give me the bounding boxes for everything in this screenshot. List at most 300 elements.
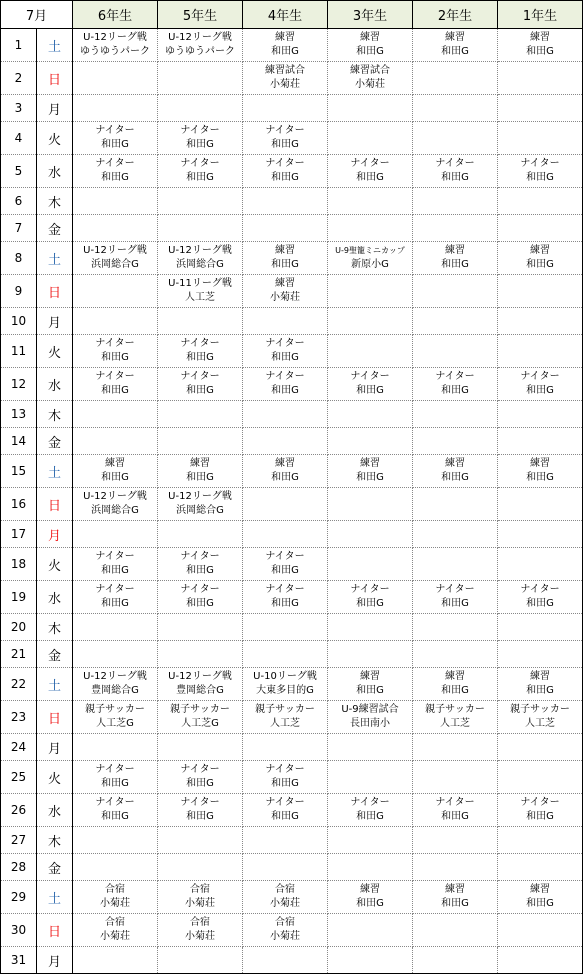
- schedule-cell-grade-1: [498, 641, 583, 668]
- event-label: 合宿: [105, 884, 125, 895]
- venue-label: 和田G: [186, 472, 214, 483]
- event-label: ナイター: [520, 158, 560, 169]
- schedule-cell-grade-2: [413, 215, 498, 242]
- schedule-row: [1, 794, 583, 827]
- venue-label: 浜岡総合G: [91, 505, 139, 516]
- schedule-cell-grade-2: [413, 428, 498, 455]
- schedule-cell-grade-2: [413, 668, 498, 701]
- schedule-cell-grade-6: [73, 401, 158, 428]
- venue-label: 小菊荘: [100, 931, 130, 942]
- schedule-cell-grade-4: [243, 734, 328, 761]
- schedule-cell-grade-5: [158, 854, 243, 881]
- schedule-row: [1, 914, 583, 947]
- event-label: ナイター: [265, 797, 305, 808]
- schedule-cell-grade-5: [158, 668, 243, 701]
- event-label: ナイター: [95, 797, 135, 808]
- day-number: 2: [1, 62, 37, 95]
- schedule-cell-grade-3: [328, 668, 413, 701]
- schedule-cell-grade-6: [73, 794, 158, 827]
- event-label: ナイター: [350, 584, 390, 595]
- schedule-cell-grade-4: [243, 701, 328, 734]
- event-label: ナイター: [180, 584, 220, 595]
- schedule-cell-grade-2: [413, 122, 498, 155]
- schedule-cell-grade-6: [73, 368, 158, 401]
- schedule-cell-grade-4: [243, 521, 328, 548]
- schedule-cell-grade-3: [328, 308, 413, 335]
- schedule-cell-grade-3: [328, 215, 413, 242]
- day-number: 18: [1, 548, 37, 581]
- venue-label: 和田G: [526, 811, 554, 822]
- schedule-row: [1, 62, 583, 95]
- event-label: 練習: [360, 884, 380, 895]
- schedule-cell-grade-1: [498, 521, 583, 548]
- schedule-cell-grade-4: [243, 614, 328, 641]
- schedule-cell-grade-1: [498, 455, 583, 488]
- event-label: ナイター: [95, 371, 135, 382]
- event-label: 親子サッカー: [510, 704, 570, 715]
- event-label: 練習: [530, 32, 550, 43]
- day-number: 17: [1, 521, 37, 548]
- schedule-cell-grade-3: [328, 275, 413, 308]
- schedule-cell-grade-6: [73, 275, 158, 308]
- schedule-cell-grade-5: [158, 29, 243, 62]
- schedule-cell-grade-5: [158, 428, 243, 455]
- event-label: 練習: [190, 458, 210, 469]
- weekday: 月: [37, 947, 73, 974]
- weekday: 土: [37, 881, 73, 914]
- venue-label: ゆうゆうパーク: [165, 46, 235, 57]
- event-label: U-12リーグ戦: [168, 671, 232, 682]
- month-header: 7月: [1, 1, 73, 29]
- weekday: 水: [37, 155, 73, 188]
- day-number: 11: [1, 335, 37, 368]
- schedule-cell-grade-6: [73, 122, 158, 155]
- event-label: ナイター: [95, 584, 135, 595]
- venue-label: 和田G: [356, 811, 384, 822]
- venue-label: 人工芝G: [181, 718, 219, 729]
- schedule-cell-grade-2: [413, 701, 498, 734]
- day-number: 9: [1, 275, 37, 308]
- event-label: 練習: [530, 671, 550, 682]
- schedule-cell-grade-4: [243, 62, 328, 95]
- event-label: 合宿: [275, 917, 295, 928]
- schedule-cell-grade-1: [498, 95, 583, 122]
- schedule-cell-grade-5: [158, 614, 243, 641]
- venue-label: 浜岡総合G: [176, 505, 224, 516]
- schedule-cell-grade-6: [73, 701, 158, 734]
- venue-label: 和田G: [101, 472, 129, 483]
- schedule-cell-grade-5: [158, 242, 243, 275]
- venue-label: 和田G: [441, 172, 469, 183]
- event-label: 練習: [445, 245, 465, 256]
- event-label: ナイター: [95, 338, 135, 349]
- venue-label: 和田G: [271, 811, 299, 822]
- venue-label: 和田G: [526, 898, 554, 909]
- day-number: 21: [1, 641, 37, 668]
- schedule-cell-grade-4: [243, 242, 328, 275]
- venue-label: 和田G: [441, 598, 469, 609]
- event-label: 練習: [275, 245, 295, 256]
- grade-header-2: 2年生: [413, 1, 498, 29]
- venue-label: 浜岡総合G: [91, 259, 139, 270]
- schedule-cell-grade-3: [328, 368, 413, 401]
- schedule-row: [1, 95, 583, 122]
- schedule-cell-grade-4: [243, 308, 328, 335]
- event-label: 親子サッカー: [255, 704, 315, 715]
- day-number: 7: [1, 215, 37, 242]
- event-label: ナイター: [435, 158, 475, 169]
- schedule-cell-grade-3: [328, 548, 413, 581]
- weekday: 水: [37, 368, 73, 401]
- schedule-cell-grade-6: [73, 521, 158, 548]
- grade-header-5: 5年生: [158, 1, 243, 29]
- schedule-cell-grade-2: [413, 581, 498, 614]
- schedule-cell-grade-3: [328, 947, 413, 974]
- schedule-cell-grade-2: [413, 62, 498, 95]
- schedule-cell-grade-3: [328, 701, 413, 734]
- schedule-cell-grade-2: [413, 947, 498, 974]
- venue-label: 和田G: [271, 385, 299, 396]
- schedule-cell-grade-1: [498, 275, 583, 308]
- schedule-cell-grade-3: [328, 155, 413, 188]
- schedule-cell-grade-2: [413, 308, 498, 335]
- event-label: ナイター: [265, 125, 305, 136]
- event-label: ナイター: [95, 764, 135, 775]
- weekday: 火: [37, 761, 73, 794]
- event-label: 合宿: [190, 884, 210, 895]
- event-label: U-9練習試合: [341, 704, 399, 715]
- event-label: 練習: [360, 671, 380, 682]
- schedule-cell-grade-2: [413, 614, 498, 641]
- schedule-cell-grade-3: [328, 428, 413, 455]
- venue-label: 和田G: [186, 778, 214, 789]
- schedule-cell-grade-5: [158, 947, 243, 974]
- venue-label: 和田G: [271, 352, 299, 363]
- day-number: 28: [1, 854, 37, 881]
- schedule-cell-grade-1: [498, 335, 583, 368]
- weekday: 火: [37, 122, 73, 155]
- weekday: 金: [37, 854, 73, 881]
- event-label: ナイター: [180, 551, 220, 562]
- schedule-cell-grade-4: [243, 95, 328, 122]
- venue-label: 人工芝: [440, 718, 470, 729]
- day-number: 14: [1, 428, 37, 455]
- schedule-cell-grade-2: [413, 188, 498, 215]
- schedule-cell-grade-6: [73, 155, 158, 188]
- schedule-cell-grade-3: [328, 488, 413, 521]
- venue-label: 和田G: [271, 565, 299, 576]
- schedule-cell-grade-5: [158, 761, 243, 794]
- schedule-cell-grade-4: [243, 215, 328, 242]
- schedule-cell-grade-5: [158, 188, 243, 215]
- schedule-cell-grade-6: [73, 881, 158, 914]
- schedule-cell-grade-3: [328, 335, 413, 368]
- schedule-cell-grade-5: [158, 548, 243, 581]
- event-label: ナイター: [265, 584, 305, 595]
- day-number: 6: [1, 188, 37, 215]
- schedule-cell-grade-6: [73, 62, 158, 95]
- day-number: 12: [1, 368, 37, 401]
- schedule-cell-grade-4: [243, 548, 328, 581]
- venue-label: 和田G: [271, 472, 299, 483]
- grade-header-4: 4年生: [243, 1, 328, 29]
- event-label: U-12リーグ戦: [83, 245, 147, 256]
- schedule-cell-grade-4: [243, 488, 328, 521]
- event-label: ナイター: [520, 797, 560, 808]
- schedule-row: [1, 881, 583, 914]
- venue-label: 和田G: [526, 685, 554, 696]
- venue-label: 和田G: [526, 259, 554, 270]
- event-label: 練習: [445, 884, 465, 895]
- day-number: 1: [1, 29, 37, 62]
- schedule-cell-grade-2: [413, 95, 498, 122]
- schedule-cell-grade-4: [243, 401, 328, 428]
- schedule-row: [1, 854, 583, 881]
- schedule-row: [1, 581, 583, 614]
- schedule-cell-grade-4: [243, 854, 328, 881]
- venue-label: 和田G: [186, 811, 214, 822]
- weekday: 水: [37, 581, 73, 614]
- schedule-cell-grade-2: [413, 734, 498, 761]
- schedule-row: [1, 122, 583, 155]
- schedule-cell-grade-4: [243, 641, 328, 668]
- schedule-cell-grade-1: [498, 881, 583, 914]
- venue-label: 和田G: [356, 472, 384, 483]
- event-label: 練習: [360, 458, 380, 469]
- schedule-cell-grade-3: [328, 614, 413, 641]
- schedule-cell-grade-4: [243, 581, 328, 614]
- event-label: ナイター: [180, 797, 220, 808]
- venue-label: 和田G: [101, 172, 129, 183]
- schedule-row: [1, 521, 583, 548]
- weekday: 水: [37, 794, 73, 827]
- schedule-cell-grade-5: [158, 794, 243, 827]
- schedule-row: [1, 668, 583, 701]
- schedule-cell-grade-2: [413, 641, 498, 668]
- schedule-cell-grade-4: [243, 827, 328, 854]
- schedule-cell-grade-5: [158, 914, 243, 947]
- venue-label: 和田G: [186, 172, 214, 183]
- venue-label: 豊岡総合G: [176, 685, 224, 696]
- grade-header-1: 1年生: [498, 1, 583, 29]
- schedule-cell-grade-2: [413, 335, 498, 368]
- schedule-row: [1, 155, 583, 188]
- venue-label: 和田G: [356, 385, 384, 396]
- schedule-cell-grade-6: [73, 188, 158, 215]
- event-label: ナイター: [95, 158, 135, 169]
- schedule-cell-grade-3: [328, 29, 413, 62]
- weekday: 木: [37, 401, 73, 428]
- schedule-row: [1, 701, 583, 734]
- schedule-cell-grade-3: [328, 854, 413, 881]
- schedule-cell-grade-4: [243, 368, 328, 401]
- schedule-cell-grade-2: [413, 242, 498, 275]
- event-label: ナイター: [265, 551, 305, 562]
- event-label: ナイター: [350, 797, 390, 808]
- schedule-cell-grade-6: [73, 335, 158, 368]
- event-label: ナイター: [265, 371, 305, 382]
- day-number: 22: [1, 668, 37, 701]
- schedule-cell-grade-1: [498, 701, 583, 734]
- schedule-cell-grade-6: [73, 827, 158, 854]
- schedule-cell-grade-2: [413, 794, 498, 827]
- event-label: U-12リーグ戦: [168, 491, 232, 502]
- venue-label: 和田G: [186, 385, 214, 396]
- schedule-cell-grade-6: [73, 761, 158, 794]
- event-label: U-12リーグ戦: [83, 671, 147, 682]
- day-number: 8: [1, 242, 37, 275]
- venue-label: 和田G: [441, 811, 469, 822]
- schedule-cell-grade-3: [328, 455, 413, 488]
- schedule-cell-grade-6: [73, 614, 158, 641]
- schedule-cell-grade-1: [498, 761, 583, 794]
- weekday: 木: [37, 188, 73, 215]
- day-number: 15: [1, 455, 37, 488]
- schedule-row: [1, 188, 583, 215]
- venue-label: 和田G: [526, 172, 554, 183]
- schedule-cell-grade-5: [158, 488, 243, 521]
- schedule-cell-grade-4: [243, 794, 328, 827]
- event-label: U-12リーグ戦: [83, 32, 147, 43]
- day-number: 30: [1, 914, 37, 947]
- venue-label: 和田G: [101, 565, 129, 576]
- schedule-cell-grade-6: [73, 734, 158, 761]
- schedule-row: [1, 428, 583, 455]
- schedule-cell-grade-1: [498, 854, 583, 881]
- venue-label: 和田G: [186, 598, 214, 609]
- schedule-cell-grade-3: [328, 761, 413, 794]
- schedule-cell-grade-1: [498, 794, 583, 827]
- event-label: ナイター: [180, 338, 220, 349]
- event-label: ナイター: [265, 338, 305, 349]
- schedule-row: [1, 29, 583, 62]
- schedule-cell-grade-1: [498, 614, 583, 641]
- schedule-cell-grade-6: [73, 95, 158, 122]
- event-label: ナイター: [435, 371, 475, 382]
- weekday: 木: [37, 614, 73, 641]
- schedule-cell-grade-2: [413, 761, 498, 794]
- venue-label: 和田G: [441, 685, 469, 696]
- schedule-cell-grade-3: [328, 401, 413, 428]
- event-label: 練習: [530, 884, 550, 895]
- weekday: 月: [37, 95, 73, 122]
- schedule-cell-grade-5: [158, 122, 243, 155]
- event-label: 親子サッカー: [425, 704, 485, 715]
- venue-label: 和田G: [101, 385, 129, 396]
- weekday: 土: [37, 29, 73, 62]
- day-number: 23: [1, 701, 37, 734]
- event-label: ナイター: [350, 158, 390, 169]
- schedule-cell-grade-1: [498, 215, 583, 242]
- weekday: 月: [37, 308, 73, 335]
- schedule-cell-grade-6: [73, 854, 158, 881]
- schedule-cell-grade-2: [413, 854, 498, 881]
- schedule-cell-grade-3: [328, 62, 413, 95]
- schedule-cell-grade-4: [243, 761, 328, 794]
- schedule-cell-grade-5: [158, 95, 243, 122]
- venue-label: 和田G: [101, 778, 129, 789]
- venue-label: 和田G: [101, 352, 129, 363]
- event-label: ナイター: [435, 584, 475, 595]
- schedule-cell-grade-6: [73, 548, 158, 581]
- schedule-cell-grade-5: [158, 155, 243, 188]
- venue-label: 人工芝G: [96, 718, 134, 729]
- venue-label: 和田G: [526, 385, 554, 396]
- schedule-row: [1, 401, 583, 428]
- schedule-cell-grade-3: [328, 827, 413, 854]
- schedule-cell-grade-5: [158, 701, 243, 734]
- schedule-cell-grade-2: [413, 914, 498, 947]
- venue-label: 豊岡総合G: [91, 685, 139, 696]
- event-label: 練習: [275, 32, 295, 43]
- schedule-cell-grade-5: [158, 308, 243, 335]
- schedule-cell-grade-3: [328, 581, 413, 614]
- venue-label: ゆうゆうパーク: [80, 46, 150, 57]
- schedule-cell-grade-3: [328, 95, 413, 122]
- venue-label: 小菊荘: [270, 931, 300, 942]
- schedule-cell-grade-6: [73, 947, 158, 974]
- schedule-body: [1, 29, 583, 974]
- event-label: U-12リーグ戦: [168, 245, 232, 256]
- schedule-cell-grade-3: [328, 521, 413, 548]
- event-label: 合宿: [105, 917, 125, 928]
- day-number: 5: [1, 155, 37, 188]
- day-number: 3: [1, 95, 37, 122]
- venue-label: 和田G: [186, 352, 214, 363]
- venue-label: 和田G: [526, 46, 554, 57]
- venue-label: 小菊荘: [270, 292, 300, 303]
- schedule-cell-grade-5: [158, 275, 243, 308]
- venue-label: 和田G: [526, 598, 554, 609]
- event-label: 練習: [445, 458, 465, 469]
- event-label: U-9聖籠ミニカップ: [335, 246, 405, 255]
- event-label: 親子サッカー: [170, 704, 230, 715]
- schedule-cell-grade-2: [413, 488, 498, 521]
- schedule-cell-grade-1: [498, 428, 583, 455]
- schedule-cell-grade-6: [73, 581, 158, 614]
- venue-label: 和田G: [271, 172, 299, 183]
- schedule-cell-grade-2: [413, 155, 498, 188]
- schedule-cell-grade-1: [498, 668, 583, 701]
- event-label: 練習: [360, 32, 380, 43]
- schedule-cell-grade-6: [73, 668, 158, 701]
- venue-label: 人工芝: [270, 718, 300, 729]
- schedule-cell-grade-6: [73, 215, 158, 242]
- venue-label: 小菊荘: [100, 898, 130, 909]
- schedule-row: [1, 761, 583, 794]
- event-label: 親子サッカー: [85, 704, 145, 715]
- event-label: 練習: [275, 458, 295, 469]
- venue-label: 和田G: [441, 46, 469, 57]
- schedule-cell-grade-1: [498, 401, 583, 428]
- event-label: 練習試合: [265, 65, 305, 76]
- event-label: ナイター: [95, 125, 135, 136]
- venue-label: 和田G: [271, 778, 299, 789]
- day-number: 20: [1, 614, 37, 641]
- venue-label: 和田G: [441, 898, 469, 909]
- event-label: 練習試合: [350, 65, 390, 76]
- venue-label: 和田G: [356, 172, 384, 183]
- day-number: 16: [1, 488, 37, 521]
- schedule-cell-grade-6: [73, 428, 158, 455]
- venue-label: 和田G: [271, 598, 299, 609]
- grade-header-6: 6年生: [73, 1, 158, 29]
- weekday: 月: [37, 521, 73, 548]
- grade-header-3: 3年生: [328, 1, 413, 29]
- day-number: 26: [1, 794, 37, 827]
- schedule-cell-grade-6: [73, 914, 158, 947]
- venue-label: 和田G: [441, 385, 469, 396]
